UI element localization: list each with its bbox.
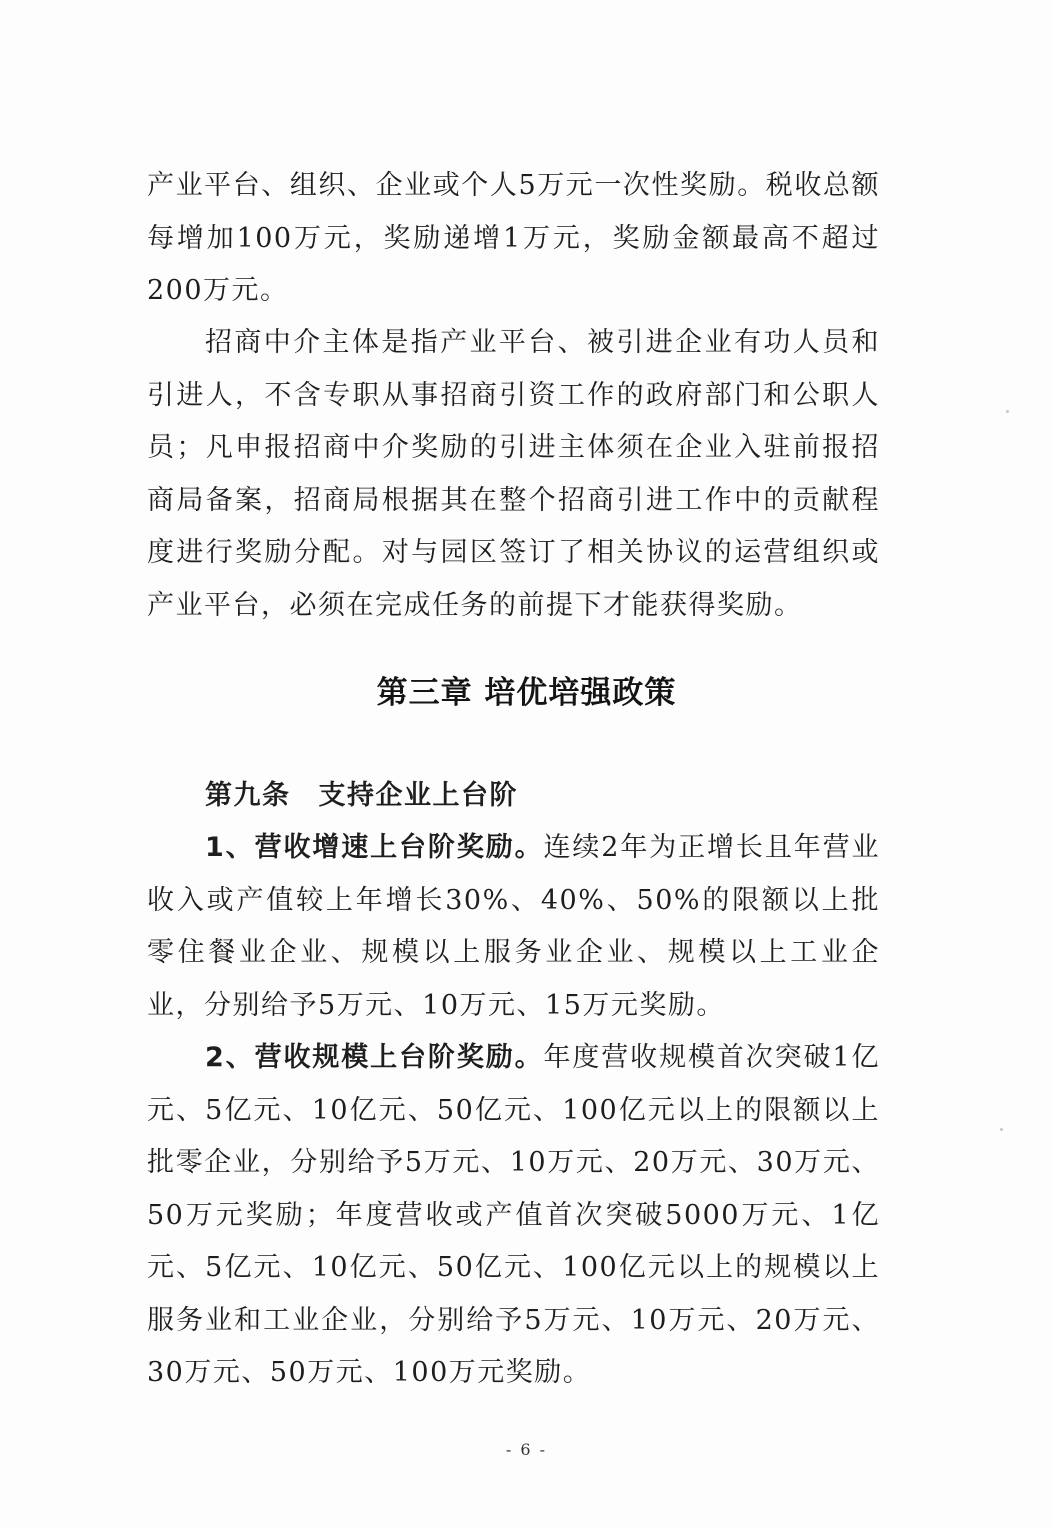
- paragraph-item-2: [147, 1032, 880, 1400]
- scan-speck: [1006, 410, 1009, 413]
- paragraph-item-1: [147, 822, 880, 1032]
- page-number: - 6 -: [505, 1440, 548, 1459]
- paragraph-reward-continuation: 产业平台、组织、企业或个人5万元一次性奖励。税收总额每增加100万元，奖励递增1万元，奖励金额最高不超过200万元。: [147, 170, 880, 306]
- article-number: 第九条: [205, 780, 291, 811]
- item-2-lead: 2、营收规模上台阶奖励。: [205, 1042, 544, 1073]
- article-title: 支持企业上台阶: [318, 780, 518, 811]
- paragraph-intermediary-definition: 招商中介主体是指产业平台、被引进企业有功人员和引进人，不含专职从事招商引资工作的政府部门和公职人员；凡申报招商中介奖励的引进主体须在企业入驻前报招商局备案，招商局根据其在整个招商引进工作中的贡献程度进行奖励分配。对与园区签订了相关协议的运营组织或产业平台，必须在完成任务的前提下才能获得奖励。: [147, 327, 880, 621]
- chapter-title: 第三章 培优培强政策: [376, 675, 677, 711]
- scan-speck: [1000, 1128, 1003, 1131]
- item-1-body: 连续2年为正增长且年营业收入或产值较上年增长30%、40%、50%的限额以上批零住餐业企业、规模以上服务业企业、规模以上工业企业，分别给予5万元、10万元、15万元奖励。: [147, 832, 880, 1021]
- item-1-lead: 1、营收增速上台阶奖励。: [205, 832, 544, 863]
- article-heading: [205, 770, 518, 822]
- item-2-body: 年度营收规模首次突破1亿元、5亿元、10亿元、50亿元、100亿元以上的限额以上批零企业，分别给予5万元、10万元、20万元、30万元、50万元奖励；年度营收或产值首次突破5000万元、1亿元、5亿元、10亿元、50亿元、100亿元以上的规模以上服务业和工业企业，分别给予5万元、10万元、20万元、30万元、50万元、100万元奖励。: [147, 1042, 880, 1388]
